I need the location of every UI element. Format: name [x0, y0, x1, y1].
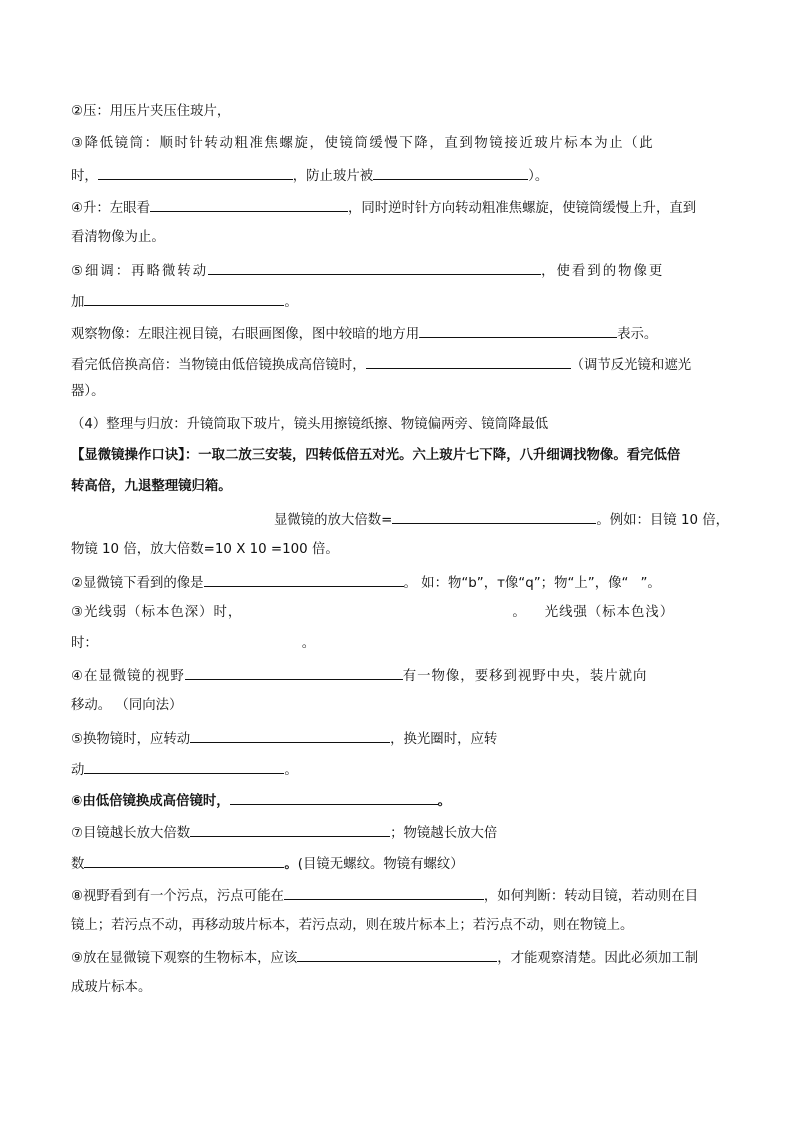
text-line: ④在显微镜的视野 有一物像，要移到视野中央，装片就向 [71, 666, 647, 686]
text-line: 移动。 （同向法） [71, 698, 183, 713]
text-line: ⑨放在显微镜下观察的生物标本，应该 ，才能观察清楚。因此必须加工制 [71, 948, 698, 968]
answer-blank[interactable] [297, 948, 497, 962]
text-line: 物镜 10 倍，放大倍数=10 X 10 =100 倍。 [71, 542, 339, 557]
answer-blank[interactable] [419, 324, 617, 338]
answer-blank[interactable] [208, 261, 541, 275]
text-line: 时： 。 [71, 636, 316, 651]
text-line: 数 。(目镜无螺纹。物镜有螺纹） [71, 854, 464, 874]
answer-blank[interactable] [392, 510, 596, 524]
text-line: 镜上；若污点不动，再移动玻片标本，若污点动，则在玻片标本上；若污点不动，则在物镜上。 [71, 918, 634, 933]
text-line: 观察物像：左眼注视目镜，右眼画图像，图中较暗的地方用 表示。 [71, 324, 657, 344]
text-line: ②显微镜下看到的像是 。 如：物“b”，т像“q”；物“上”，像“ ”。 [71, 573, 661, 593]
text-line: 显微镜的放大倍数= 。例如：目镜 10 倍， [274, 510, 729, 530]
answer-blank[interactable] [366, 355, 571, 369]
answer-blank[interactable] [84, 854, 284, 868]
answer-blank[interactable] [190, 729, 390, 743]
text-line: ②压：用压片夹压住玻片， [71, 104, 231, 119]
mnemonic-title: 【显微镜操作口诀】：一取二放三安装，四转低倍五对光。六上玻片七下降，八升细调找物像。看完低倍 [71, 448, 681, 463]
text-line: 看清物像为止。 [71, 230, 165, 245]
mnemonic-line: 转高倍，九退整理镜归箱。 [71, 479, 232, 494]
text-line: ③光线弱（标本色深）时， 。 光线强（标本色浅） [71, 605, 675, 620]
answer-blank[interactable] [185, 666, 403, 680]
text-line: ④升：左眼看 ，同时逆时针方向转动粗准焦螺旋，使镜筒缓慢上升，直到 [71, 198, 696, 218]
text-line: 看完低倍换高倍：当物镜由低倍镜换成高倍镜时， （调节反光镜和遮光 [71, 355, 691, 375]
text-line: 时， ，防止玻片被 ）。 [71, 166, 548, 186]
text-line: （4）整理与归放：升镜筒取下玻片，镜头用擦镜纸擦、物镜偏两旁、镜筒降最低 [71, 417, 549, 432]
answer-blank[interactable] [84, 292, 284, 306]
answer-blank[interactable] [230, 791, 438, 805]
text-line: 成玻片标本。 [71, 980, 152, 995]
text-line: 加 。 [71, 292, 298, 312]
text-line: ⑥由低倍镜换成高倍镜时， 。 [71, 791, 451, 811]
text-line: ⑤换物镜时，应转动 ，换光圈时，应转 [71, 729, 497, 749]
text-line: 动 。 [71, 760, 298, 780]
text-line: ⑦目镜越长放大倍数 ；物镜越长放大倍 [71, 823, 497, 843]
text-line: ⑧视野看到有一个污点，污点可能在 ，如何判断：转动目镜，若动则在目 [71, 886, 698, 906]
answer-blank[interactable] [150, 198, 348, 212]
answer-blank[interactable] [84, 760, 284, 774]
answer-blank[interactable] [204, 573, 404, 587]
answer-blank[interactable] [373, 166, 528, 180]
answer-blank[interactable] [98, 166, 293, 180]
text-line: 器）。 [71, 384, 105, 399]
answer-blank[interactable] [190, 823, 390, 837]
answer-blank[interactable] [284, 886, 484, 900]
text-line: ⑤细调：再略微转动 ，使看到的物像更 [71, 261, 664, 281]
text-line: ③降低镜筒：顺时针转动粗准焦螺旋，使镜筒缓慢下降，直到物镜接近玻片标本为止（此 [71, 136, 655, 151]
